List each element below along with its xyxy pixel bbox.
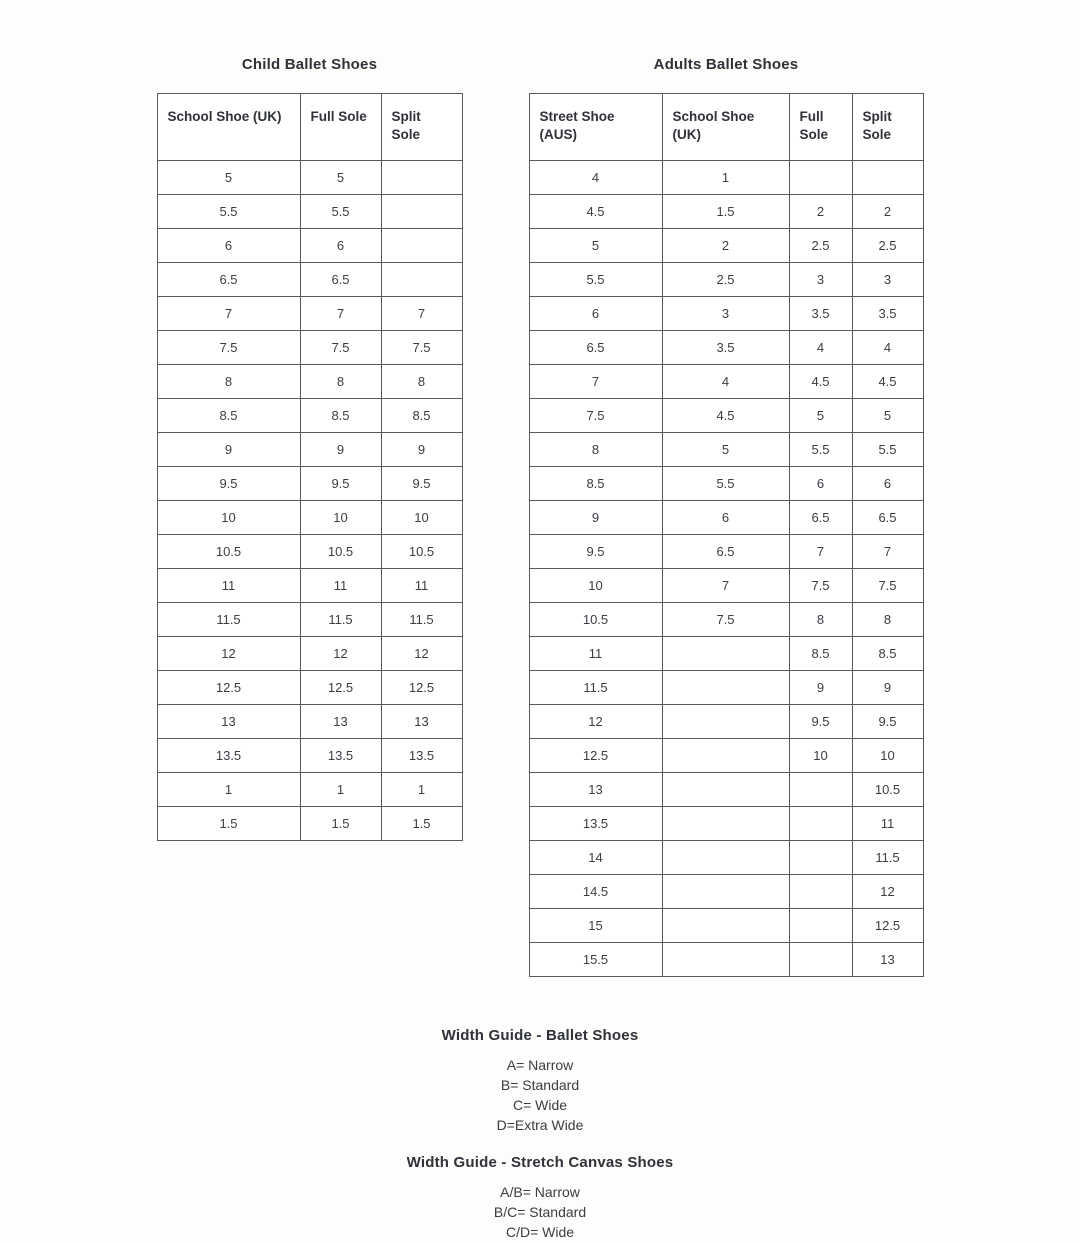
table-row xyxy=(157,297,462,331)
table-cell xyxy=(662,739,789,773)
table-header-row xyxy=(529,94,923,161)
table-row xyxy=(529,263,923,297)
table-cell: 12.5 xyxy=(381,671,462,705)
width-guide-line: B/C= Standard xyxy=(493,1203,587,1220)
table-cell xyxy=(789,161,852,195)
width-guide-line: C= Wide xyxy=(512,1097,568,1114)
table-cell: 8 xyxy=(381,365,462,399)
table-cell xyxy=(789,909,852,943)
table-cell: 5 xyxy=(529,229,662,263)
table-row xyxy=(529,535,923,569)
adult-header-full-sole: Full Sole xyxy=(789,94,852,161)
table-cell: 12 xyxy=(852,875,923,909)
table-cell: 12 xyxy=(529,705,662,739)
child-table-body xyxy=(157,161,462,841)
table-row xyxy=(529,297,923,331)
table-cell: 11.5 xyxy=(529,671,662,705)
table-cell: 11.5 xyxy=(300,603,381,637)
table-cell: 5.5 xyxy=(789,433,852,467)
table-cell: 10 xyxy=(529,569,662,603)
table-row xyxy=(157,433,462,467)
table-cell: 3.5 xyxy=(852,297,923,331)
table-cell: 1.5 xyxy=(662,195,789,229)
table-row xyxy=(157,365,462,399)
width-guide-line: C/D= Wide xyxy=(505,1223,575,1240)
table-row xyxy=(157,331,462,365)
table-cell: 13 xyxy=(852,943,923,977)
table-row xyxy=(157,807,462,841)
table-cell: 7.5 xyxy=(529,399,662,433)
width-guide-line: D=Extra Wide xyxy=(496,1117,584,1134)
table-cell: 5.5 xyxy=(300,195,381,229)
table-cell: 10.5 xyxy=(300,535,381,569)
table-header-row xyxy=(157,94,462,161)
table-cell: 5 xyxy=(662,433,789,467)
table-cell: 5 xyxy=(789,399,852,433)
adult-table-body xyxy=(529,161,923,977)
adult-table-head xyxy=(529,94,923,161)
table-cell: 14.5 xyxy=(529,875,662,909)
table-cell: 11.5 xyxy=(157,603,300,637)
table-cell xyxy=(852,161,923,195)
table-cell: 4 xyxy=(852,331,923,365)
table-cell: 8.5 xyxy=(789,637,852,671)
child-size-table xyxy=(157,93,463,841)
table-cell: 6 xyxy=(662,501,789,535)
table-cell: 9.5 xyxy=(157,467,300,501)
table-cell: 12 xyxy=(300,637,381,671)
table-cell: 8.5 xyxy=(852,637,923,671)
table-cell xyxy=(662,705,789,739)
table-cell: 8 xyxy=(789,603,852,637)
table-cell xyxy=(662,909,789,943)
table-cell: 11 xyxy=(852,807,923,841)
table-cell: 1 xyxy=(381,773,462,807)
table-row xyxy=(157,569,462,603)
table-cell: 13 xyxy=(529,773,662,807)
table-cell: 11 xyxy=(381,569,462,603)
table-cell: 1.5 xyxy=(381,807,462,841)
table-cell: 6 xyxy=(300,229,381,263)
table-row xyxy=(157,603,462,637)
table-cell: 9.5 xyxy=(300,467,381,501)
table-cell: 9.5 xyxy=(789,705,852,739)
table-cell: 8 xyxy=(157,365,300,399)
table-cell: 13 xyxy=(300,705,381,739)
table-cell: 4.5 xyxy=(662,399,789,433)
table-row xyxy=(529,909,923,943)
table-cell xyxy=(789,807,852,841)
table-row xyxy=(157,399,462,433)
table-cell: 6 xyxy=(789,467,852,501)
table-row xyxy=(529,569,923,603)
table-cell: 2 xyxy=(852,195,923,229)
table-cell: 13 xyxy=(381,705,462,739)
table-cell: 10 xyxy=(381,501,462,535)
table-cell xyxy=(662,637,789,671)
table-cell: 7 xyxy=(852,535,923,569)
adult-size-table xyxy=(529,93,924,977)
table-row xyxy=(529,637,923,671)
table-cell xyxy=(789,841,852,875)
table-cell: 11 xyxy=(529,637,662,671)
table-cell: 7 xyxy=(662,569,789,603)
table-row xyxy=(529,943,923,977)
table-cell xyxy=(381,229,462,263)
adult-header-street-shoe: Street Shoe (AUS) xyxy=(529,94,662,161)
table-cell xyxy=(662,773,789,807)
table-cell: 5.5 xyxy=(852,433,923,467)
table-cell: 6.5 xyxy=(300,263,381,297)
table-cell: 6.5 xyxy=(157,263,300,297)
table-cell: 1.5 xyxy=(300,807,381,841)
table-cell: 2 xyxy=(789,195,852,229)
table-cell: 5.5 xyxy=(662,467,789,501)
table-cell: 10.5 xyxy=(529,603,662,637)
table-cell xyxy=(381,161,462,195)
table-cell: 5 xyxy=(157,161,300,195)
table-row xyxy=(157,705,462,739)
table-row xyxy=(157,161,462,195)
table-cell: 7 xyxy=(381,297,462,331)
table-cell xyxy=(662,807,789,841)
table-row xyxy=(529,433,923,467)
table-cell: 11 xyxy=(300,569,381,603)
table-cell xyxy=(789,943,852,977)
child-ballet-shoes-block xyxy=(157,56,463,841)
table-cell: 9 xyxy=(157,433,300,467)
table-cell: 6.5 xyxy=(852,501,923,535)
adult-table-title: Adults Ballet Shoes xyxy=(653,56,799,73)
table-cell: 9.5 xyxy=(852,705,923,739)
table-cell: 1 xyxy=(157,773,300,807)
table-cell: 10 xyxy=(789,739,852,773)
table-row xyxy=(157,739,462,773)
table-cell: 10 xyxy=(300,501,381,535)
table-row xyxy=(157,467,462,501)
table-cell xyxy=(662,671,789,705)
table-cell: 6.5 xyxy=(529,331,662,365)
table-cell: 10 xyxy=(157,501,300,535)
table-cell: 13.5 xyxy=(529,807,662,841)
table-cell: 8 xyxy=(852,603,923,637)
table-cell: 5 xyxy=(300,161,381,195)
table-cell: 12 xyxy=(381,637,462,671)
table-cell: 7.5 xyxy=(662,603,789,637)
table-row xyxy=(529,161,923,195)
table-row xyxy=(529,467,923,501)
table-cell: 2.5 xyxy=(662,263,789,297)
adults-ballet-shoes-block xyxy=(529,56,924,977)
table-row xyxy=(529,229,923,263)
table-cell: 14 xyxy=(529,841,662,875)
table-row xyxy=(529,195,923,229)
table-cell: 12.5 xyxy=(852,909,923,943)
table-cell: 13.5 xyxy=(300,739,381,773)
table-row xyxy=(157,535,462,569)
table-cell: 11.5 xyxy=(381,603,462,637)
width-guides xyxy=(0,1027,1080,1242)
table-cell xyxy=(789,875,852,909)
table-cell: 9 xyxy=(852,671,923,705)
table-cell: 8.5 xyxy=(529,467,662,501)
table-cell: 3 xyxy=(662,297,789,331)
table-cell: 10.5 xyxy=(852,773,923,807)
table-cell: 15.5 xyxy=(529,943,662,977)
width-guide-title: Width Guide - Ballet Shoes xyxy=(441,1027,639,1045)
table-cell xyxy=(662,875,789,909)
table-cell: 9 xyxy=(529,501,662,535)
table-cell: 9.5 xyxy=(381,467,462,501)
table-cell: 3.5 xyxy=(789,297,852,331)
table-row xyxy=(529,501,923,535)
table-cell xyxy=(381,195,462,229)
table-row xyxy=(157,773,462,807)
table-cell: 4.5 xyxy=(529,195,662,229)
table-cell: 10 xyxy=(852,739,923,773)
table-cell: 6 xyxy=(157,229,300,263)
table-cell: 7 xyxy=(157,297,300,331)
table-cell: 7.5 xyxy=(157,331,300,365)
table-row xyxy=(529,671,923,705)
table-row xyxy=(529,773,923,807)
table-row xyxy=(157,229,462,263)
table-cell: 4 xyxy=(529,161,662,195)
table-cell: 13.5 xyxy=(381,739,462,773)
table-cell: 4.5 xyxy=(852,365,923,399)
table-cell: 13.5 xyxy=(157,739,300,773)
table-cell: 1 xyxy=(662,161,789,195)
table-cell: 12.5 xyxy=(157,671,300,705)
table-cell: 7 xyxy=(789,535,852,569)
table-cell: 9 xyxy=(300,433,381,467)
table-cell: 2.5 xyxy=(789,229,852,263)
child-table-title: Child Ballet Shoes xyxy=(241,56,378,73)
table-cell: 1.5 xyxy=(157,807,300,841)
table-cell: 12.5 xyxy=(529,739,662,773)
table-cell: 8.5 xyxy=(157,399,300,433)
table-cell: 4.5 xyxy=(789,365,852,399)
table-cell: 7.5 xyxy=(300,331,381,365)
table-cell: 5 xyxy=(852,399,923,433)
table-cell: 12.5 xyxy=(300,671,381,705)
width-guide-line: B= Standard xyxy=(500,1077,580,1094)
table-cell: 6.5 xyxy=(662,535,789,569)
table-cell: 4 xyxy=(789,331,852,365)
table-row xyxy=(529,365,923,399)
table-row xyxy=(157,195,462,229)
table-cell: 13 xyxy=(157,705,300,739)
table-cell: 4 xyxy=(662,365,789,399)
table-cell: 10.5 xyxy=(381,535,462,569)
child-table-head xyxy=(157,94,462,161)
table-cell: 8 xyxy=(529,433,662,467)
table-cell: 9 xyxy=(381,433,462,467)
table-row xyxy=(529,807,923,841)
table-cell: 3 xyxy=(789,263,852,297)
table-cell: 6.5 xyxy=(789,501,852,535)
table-row xyxy=(157,637,462,671)
table-cell: 9 xyxy=(789,671,852,705)
table-cell xyxy=(662,943,789,977)
table-cell: 10.5 xyxy=(157,535,300,569)
table-cell: 7.5 xyxy=(852,569,923,603)
table-row xyxy=(529,739,923,773)
table-cell: 7.5 xyxy=(789,569,852,603)
table-cell: 15 xyxy=(529,909,662,943)
width-guide-group xyxy=(0,1154,1080,1243)
adult-header-school-shoe: School Shoe (UK) xyxy=(662,94,789,161)
table-row xyxy=(529,841,923,875)
table-row xyxy=(157,671,462,705)
table-cell: 5.5 xyxy=(157,195,300,229)
table-cell: 8 xyxy=(300,365,381,399)
table-cell: 8.5 xyxy=(300,399,381,433)
table-cell xyxy=(789,773,852,807)
table-cell: 5.5 xyxy=(529,263,662,297)
table-row xyxy=(157,263,462,297)
width-guide-line: A/B= Narrow xyxy=(500,1183,580,1200)
table-row xyxy=(529,399,923,433)
table-cell: 1 xyxy=(300,773,381,807)
table-cell: 9.5 xyxy=(529,535,662,569)
table-cell: 3.5 xyxy=(662,331,789,365)
table-row xyxy=(529,603,923,637)
table-row xyxy=(529,875,923,909)
table-cell: 8.5 xyxy=(381,399,462,433)
table-row xyxy=(157,501,462,535)
table-cell: 6 xyxy=(529,297,662,331)
table-cell: 2 xyxy=(662,229,789,263)
table-cell: 7 xyxy=(529,365,662,399)
child-header-full-sole: Full Sole xyxy=(300,94,381,161)
table-row xyxy=(529,331,923,365)
adult-header-split-sole: Split Sole xyxy=(852,94,923,161)
table-cell: 2.5 xyxy=(852,229,923,263)
width-guide-line: A= Narrow xyxy=(506,1057,574,1074)
child-header-school-shoe: School Shoe (UK) xyxy=(157,94,300,161)
table-row xyxy=(529,705,923,739)
table-cell: 7.5 xyxy=(381,331,462,365)
table-cell: 12 xyxy=(157,637,300,671)
table-cell xyxy=(662,841,789,875)
width-guide-group xyxy=(0,1027,1080,1136)
table-cell: 3 xyxy=(852,263,923,297)
table-cell: 7 xyxy=(300,297,381,331)
table-cell: 11.5 xyxy=(852,841,923,875)
table-cell: 6 xyxy=(852,467,923,501)
width-guide-title: Width Guide - Stretch Canvas Shoes xyxy=(406,1153,674,1171)
table-cell xyxy=(381,263,462,297)
table-cell: 11 xyxy=(157,569,300,603)
child-header-split-sole: Split Sole xyxy=(381,94,462,161)
